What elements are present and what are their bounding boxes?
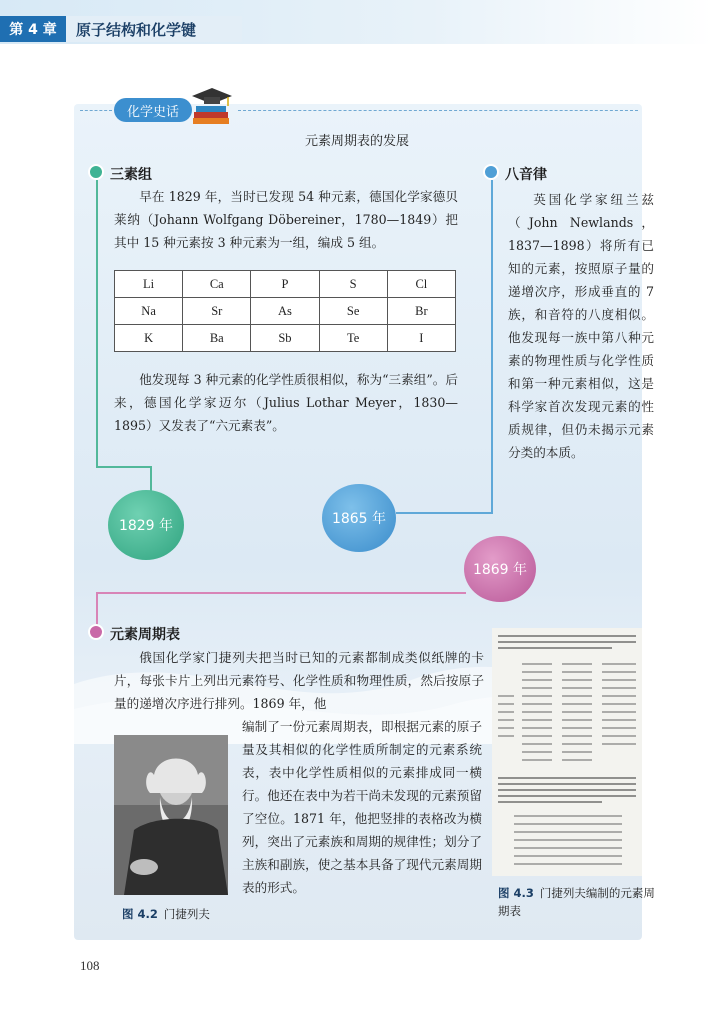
table-cell: S: [319, 271, 387, 298]
octaves-paragraph: 英国化学家纽兰兹（John Newlands，1837—1898）将所有已知的元素，按照原子量的递增次序，形成垂直的 7 族，和音符的八度相似。他发现每一族中第八种元素的物理性质与化学性质和第一种元素相似，这是科学家首次发现元素的性质规律，但仍未揭示元素分类的本质。: [508, 192, 654, 460]
table-row: [115, 298, 456, 325]
triads-paragraph-2: 他发现每 3 种元素的化学性质很相似，称为“三素组”。后来，德国化学家迈尔（Julius Lothar Meyer，1830—1895）又发表了“六元素表”。: [114, 372, 458, 433]
table-cell: As: [251, 298, 319, 325]
mendeleev-photo: [114, 735, 228, 895]
timeline-line-green-vertical: [96, 180, 98, 468]
section-dot-pink: [88, 624, 104, 640]
table-row: [115, 271, 456, 298]
figure-4-2-text: 门捷列夫: [163, 907, 210, 921]
figure-4-2-caption: [122, 906, 210, 922]
section-heading-octaves: 八音律: [505, 167, 547, 183]
timeline-line-pink-horizontal: [96, 592, 466, 594]
figure-4-2-number: 图 4.2: [122, 907, 158, 921]
table-cell: Sb: [251, 325, 319, 352]
triads-paragraph-1: 早在 1829 年，当时已发现 54 种元素，德国化学家德贝莱纳（Johann Wolfgang Döbereiner，1780—1849）把其中 15 种元素按 3 种元素为一组，编成 5 组。: [114, 189, 458, 250]
table-cell: Ca: [183, 271, 251, 298]
table-cell: Ba: [183, 325, 251, 352]
timeline-line-blue-vertical: [491, 180, 493, 514]
periodic-paragraph-2: 编制了一份元素周期表，即根据元素的原子量及其相似的化学性质所制定的元素系统表，表中化学性质相似的元素排成同一横行。他还在表中为若干尚未发现的元素预留了空位。1871 年，他把竖排的表格改为横列，突出了元素族和周期的规律性；划分了主族和副族，使之基本具备了现代元素周期表的形式。: [242, 719, 482, 895]
table-cell: Te: [319, 325, 387, 352]
table-cell: Li: [115, 271, 183, 298]
table-cell: P: [251, 271, 319, 298]
year-circle-1869: 1869 年: [464, 536, 536, 602]
table-row: [115, 325, 456, 352]
table-cell: I: [387, 325, 455, 352]
table-cell: Cl: [387, 271, 455, 298]
table-cell: K: [115, 325, 183, 352]
section-dot-blue: [483, 164, 499, 180]
history-badge: 化学史话: [114, 98, 192, 122]
page-number: 108: [80, 958, 100, 973]
timeline-line-green-horizontal: [96, 466, 152, 468]
books-graduation-cap-icon: [190, 86, 234, 126]
dashed-rule-left: [80, 110, 112, 111]
timeline-line-blue-horizontal: [396, 512, 493, 514]
triads-table: [114, 270, 456, 352]
article-title: 元素周期表的发展: [304, 134, 409, 149]
periodic-paragraph-1: 俄国化学家门捷列夫把当时已知的元素都制成类似纸牌的卡片，每张卡片上列出元素符号、化学性质和物理性质，然后按原子量的递增次序进行排列。1869 年，他: [114, 650, 484, 711]
figure-4-3-caption: [498, 884, 658, 920]
table-cell: Br: [387, 298, 455, 325]
table-cell: Se: [319, 298, 387, 325]
year-circle-1865: 1865 年: [322, 484, 396, 552]
chapter-title: 原子结构和化学键: [66, 16, 242, 42]
dashed-rule-right: [238, 110, 638, 111]
historical-table-scan: [492, 628, 642, 876]
section-heading-triads: 三素组: [110, 167, 152, 183]
table-cell: Sr: [183, 298, 251, 325]
figure-4-3-text: 门捷列夫编制的元素周期表: [498, 886, 655, 918]
year-circle-1829: 1829 年: [108, 490, 184, 560]
section-dot-green: [88, 164, 104, 180]
figure-4-3-number: 图 4.3: [498, 886, 534, 900]
chapter-label: 第 4 章: [0, 16, 66, 42]
mendeleev-table-image: [492, 628, 642, 876]
table-cell: Na: [115, 298, 183, 325]
section-heading-periodic-table: 元素周期表: [110, 627, 180, 643]
portrait-image: [114, 735, 228, 895]
